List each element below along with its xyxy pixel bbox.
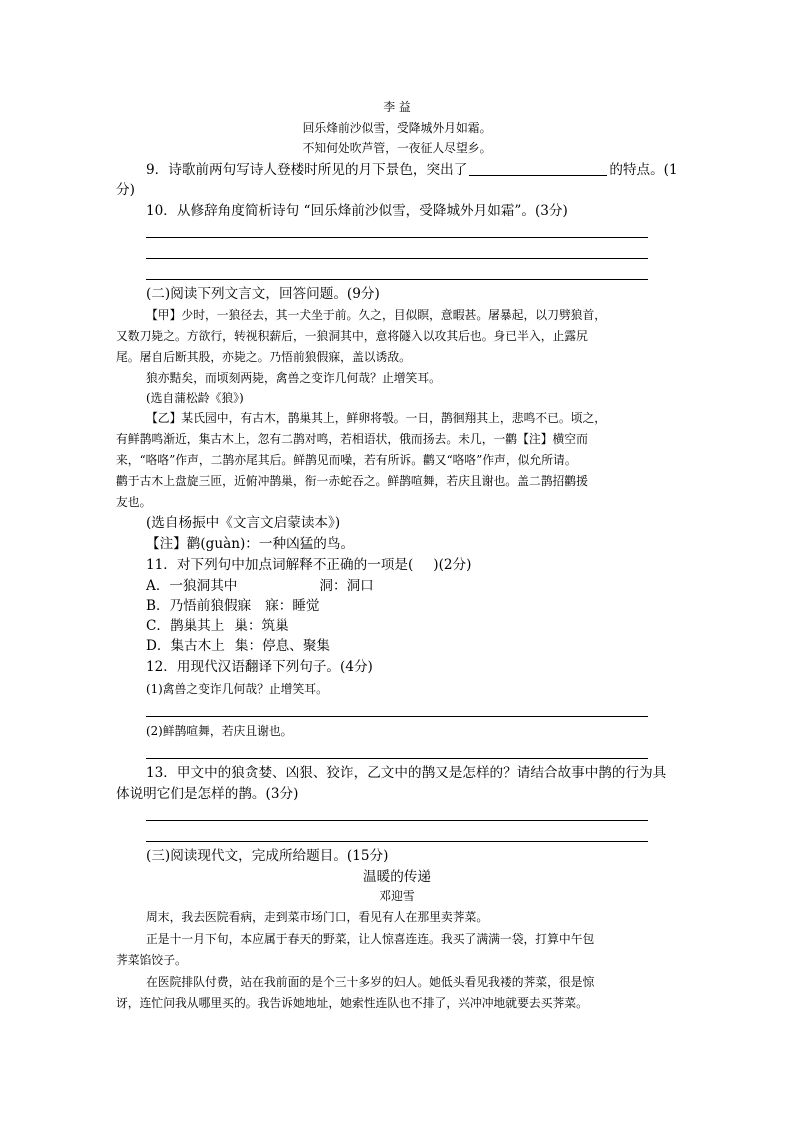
answer-line[interactable]: [146, 820, 648, 821]
jia-source: (选自蒲松龄《狼》): [146, 391, 244, 405]
yi-line-1: 【乙】某氏园中，有古木，鹊巢其上，鲜卵将彀。一日，鹊徊翔其上，悲鸣不已。顷之，: [146, 411, 607, 425]
jia-line-2: 又数刀毙之。方欲行，转视积薪后，一狼洞其中，意将隧入以攻其后也。身已半入，止露尻: [116, 329, 588, 343]
yi-line-2: 有鲜鹊鸣渐近，集古木上，忽有二鹊对鸣，若相语状，俄而扬去。未几，一鹳【注】横空而: [116, 432, 588, 446]
question-12-sentence-2: (2)鲜鹊喧舞，若庆且谢也。: [146, 724, 293, 738]
answer-line[interactable]: [146, 279, 648, 280]
question-11: [146, 559, 471, 573]
jia-line-3: 尾。屠自后断其股，亦毙之。乃悟前狼假寐，盖以诱敌。: [116, 350, 411, 364]
note: 【注】鹳(guàn)：一种凶猛的鸟。: [146, 536, 355, 552]
answer-line[interactable]: [146, 716, 648, 717]
article-para-3-line-2: 讶，连忙问我从哪里买的。我告诉她地址，她索性连队也不排了，兴冲冲地就要去买荠菜。: [116, 996, 588, 1010]
option-d: [146, 640, 330, 654]
poem-line-2: 不知何处吹芦管，一夜征人尽望乡。: [302, 141, 492, 155]
option-a-gloss: 洞：洞口: [319, 578, 374, 594]
article-para-2-line-1: 正是十一月下旬，本应属于春天的野菜，让人惊喜连连。我买了满满一袋，打算中午包: [146, 932, 595, 946]
option-c: [146, 620, 289, 634]
question-9: [146, 163, 678, 178]
question-12: 12．用现代汉语翻译下列句子。(4分): [146, 659, 373, 675]
yi-line-3: 来，“咯咯”作声，二鹊亦尾其后。鲜鹊见而噪，若有所诉。鹳又“咯咯”作声，似允所请。: [116, 453, 577, 467]
jia-line-4: 狼亦黠矣，而顷刻两毙，禽兽之变诈几何哉？止增笑耳。: [146, 371, 441, 385]
yi-line-4: 鹳于古木上盘旋三匝，近俯冲鹊巢，衔一赤蛇吞之。鲜鹊喧舞，若庆且谢也。盖二鹊招鹳援: [116, 474, 588, 488]
section-2-heading: (二)阅读下列文言文，回答问题。(9分): [146, 286, 380, 302]
question-9-text: 9．诗歌前两句写诗人登楼时所见的月下景色，突出了: [146, 162, 468, 178]
option-b: [146, 600, 320, 614]
question-11-score: )(2分): [433, 557, 472, 573]
section-3-heading: (三)阅读现代文，完成所给题目。(15分): [146, 848, 389, 864]
answer-blank[interactable]: [469, 163, 607, 176]
option-d-gloss: 集：停息、聚集: [234, 638, 331, 654]
answer-line[interactable]: [146, 258, 648, 259]
poem-author: 李 益: [383, 100, 411, 114]
answer-line[interactable]: [146, 841, 648, 842]
answer-line[interactable]: [146, 758, 648, 759]
article-para-3-line-1: 在医院排队付费，站在我前面的是个三十多岁的妇人。她低头看见我褛的荠菜，很是惊: [146, 975, 595, 989]
option-a: [146, 580, 374, 594]
article-author: 邓迎雪: [379, 889, 415, 903]
option-c-gloss: 巢：筑巢: [234, 618, 289, 634]
question-13-line-1: 13．甲文中的狼贪婪、凶狠、狡诈，乙文中的鹊又是怎样的？请结合故事中鹊的行为具: [146, 765, 667, 781]
yi-line-5: 友也。: [116, 495, 152, 509]
option-b-gloss: 寐：睡觉: [265, 598, 320, 614]
question-9-cont: 分): [116, 182, 135, 198]
poem-line-1: 回乐烽前沙似雪，受降城外月如霜。: [302, 121, 492, 135]
option-c-text: C．鹊巢其上: [146, 618, 225, 634]
question-12-sentence-1: (1)禽兽之变诈几何哉？止增笑耳。: [146, 682, 328, 696]
question-9-score: 的特点。(1: [609, 162, 678, 178]
article-para-2-line-2: 荠菜馅饺子。: [116, 953, 187, 967]
question-13-line-2: 体说明它们是怎样的鹊。(3分): [116, 786, 299, 802]
answer-line[interactable]: [146, 237, 648, 238]
option-b-text: B．乃悟前狼假寐: [146, 598, 252, 614]
question-11-text: 11．对下列句中加点词解释不正确的一项是(: [146, 557, 414, 573]
article-title: 温暖的传递: [363, 869, 431, 885]
article-para-1: 周末，我去医院看病，走到菜市场门口，看见有人在那里卖荠菜。: [146, 910, 489, 924]
option-d-text: D．集古木上: [146, 638, 225, 654]
option-a-text: A．一狼洞其中: [146, 578, 238, 594]
question-10: 10．从修辞角度简析诗句 “回乐烽前沙似雪，受降城外月如霜”。(3分): [146, 203, 568, 219]
jia-line-1: 【甲】少时，一狼径去，其一犬坐于前。久之，目似瞑，意暇甚。屠暴起，以刀劈狼首，: [146, 308, 607, 322]
yi-source: (选自杨振中《文言文启蒙读本》): [146, 515, 341, 531]
